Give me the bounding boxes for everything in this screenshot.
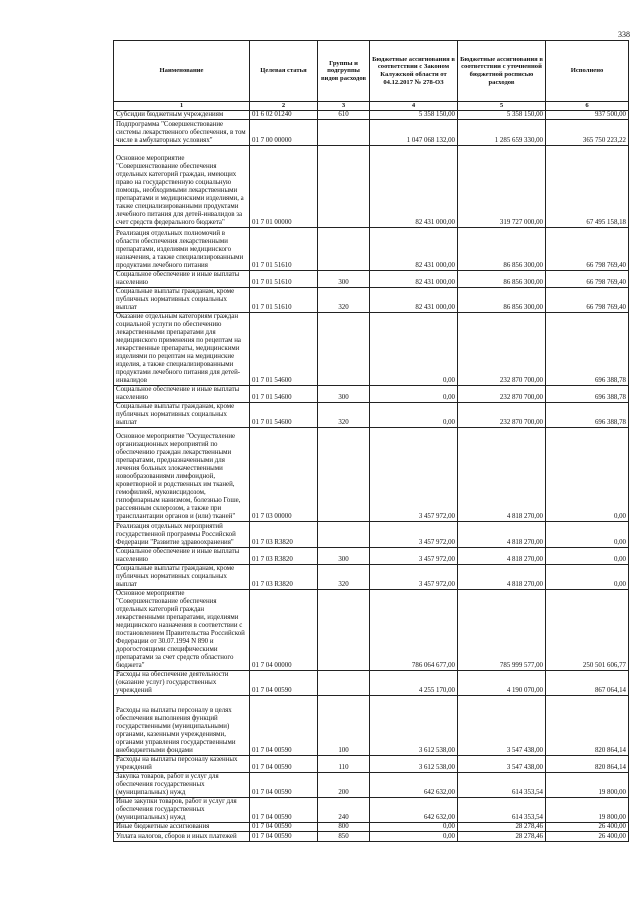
table-row [114,271,629,288]
cell-approved: 786 064 677,00 [370,590,458,671]
cell-group [318,313,370,386]
cell-executed: 0,00 [546,428,629,522]
table-row [114,756,629,773]
cell-executed: 820 864,14 [546,756,629,773]
cell-approved: 0,00 [370,832,458,842]
cell-revised: 28 278,46 [458,832,546,842]
cell-executed: 365 750 223,22 [546,120,629,146]
cell-revised: 5 358 150,00 [458,111,546,120]
cell-code: 01 7 03 00000 [250,428,318,522]
cell-group: 200 [318,773,370,798]
cell-code: 01 7 01 51610 [250,288,318,313]
cell-name: Подпрограмма "Совершенствование системы лекарственного обеспечения, в том числе в амбулаторных условиях" [114,120,250,146]
cell-approved: 0,00 [370,403,458,428]
table-row [114,798,629,823]
cell-executed: 696 388,78 [546,313,629,386]
cell-executed: 66 798 769,40 [546,271,629,288]
cell-group: 850 [318,832,370,842]
cell-name: Закупка товаров, работ и услуг для обеспечения государственных (муниципальных) нужд [114,773,250,798]
cell-revised: 86 856 300,00 [458,228,546,271]
cell-approved: 3 457 972,00 [370,428,458,522]
table-row [114,823,629,832]
cell-name: Социальные выплаты гражданам, кроме публичных нормативных социальных выплат [114,565,250,590]
cell-revised: 232 870 700,00 [458,386,546,403]
cell-approved: 1 047 068 132,00 [370,120,458,146]
cell-name: Реализация отдельных мероприятий государственной программы Российской Федерации "Развитие здравоохранения" [114,522,250,548]
cell-code: 01 7 03 R3820 [250,522,318,548]
cell-code: 01 7 04 00590 [250,696,318,756]
cell-code: 01 7 04 00590 [250,832,318,842]
cell-executed: 66 798 769,40 [546,288,629,313]
cell-approved: 4 255 170,00 [370,671,458,696]
cell-executed: 696 388,78 [546,386,629,403]
cell-name: Социальные выплаты гражданам, кроме публичных нормативных социальных выплат [114,403,250,428]
cell-revised: 785 999 577,00 [458,590,546,671]
cell-group: 100 [318,696,370,756]
cell-executed: 937 500,00 [546,111,629,120]
cell-executed: 66 798 769,40 [546,228,629,271]
cell-code: 01 7 01 00000 [250,146,318,228]
cell-name: Реализация отдельных полномочий в области обеспечения лекарственными препаратами, изделиями медицинского назначения, а также специализированными продуктами лечебного питания [114,228,250,271]
column-number: 6 [546,102,629,111]
cell-name: Социальное обеспечение и иные выплаты населению [114,386,250,403]
cell-group [318,228,370,271]
cell-revised: 319 727 000,00 [458,146,546,228]
cell-revised: 614 353,54 [458,798,546,823]
cell-revised: 232 870 700,00 [458,403,546,428]
table-row [114,522,629,548]
cell-revised: 1 285 659 330,00 [458,120,546,146]
cell-revised: 4 818 270,00 [458,548,546,565]
cell-group [318,428,370,522]
cell-group: 320 [318,403,370,428]
table-row [114,146,629,228]
cell-code: 01 7 01 54600 [250,313,318,386]
table-row [114,120,629,146]
header-row [114,41,629,102]
table-row [114,548,629,565]
header-code: Целевая статья [250,41,318,102]
cell-approved: 3 612 538,00 [370,696,458,756]
cell-name: Основное мероприятие "Совершенствование обеспечения отдельных категорий граждан, имеющих право на государственную социальную помощь, необходимыми лекарственными препаратами и медицинскими изделиями, а также специализированными продуктами лечебного питания для детей-инвалидов за счет средств федерального бюджета" [114,146,250,228]
column-number: 2 [250,102,318,111]
table-row [114,565,629,590]
header-group: Группы и подгруппы видов расходов [318,41,370,102]
cell-code: 01 7 01 51610 [250,228,318,271]
cell-code: 01 7 03 R3820 [250,565,318,590]
cell-group: 300 [318,548,370,565]
table-row [114,428,629,522]
cell-approved: 5 358 150,00 [370,111,458,120]
cell-approved: 0,00 [370,313,458,386]
cell-approved: 82 431 000,00 [370,146,458,228]
column-number: 3 [318,102,370,111]
cell-executed: 26 400,00 [546,823,629,832]
cell-group [318,590,370,671]
cell-executed: 67 495 158,18 [546,146,629,228]
budget-table [113,40,629,842]
page-number: 338 [618,30,630,39]
cell-code: 01 7 01 51610 [250,271,318,288]
table-row [114,288,629,313]
header-approved: Бюджетные ассигнования в соответствии с Законом Калужской области от 04.12.2017 № 278-ОЗ [370,41,458,102]
cell-name: Социальное обеспечение и иные выплаты населению [114,271,250,288]
cell-group: 800 [318,823,370,832]
cell-code: 01 7 03 R3820 [250,548,318,565]
cell-revised: 4 818 270,00 [458,428,546,522]
column-number: 4 [370,102,458,111]
cell-name: Расходы на выплаты персоналу казенных учреждений [114,756,250,773]
cell-approved: 3 457 972,00 [370,522,458,548]
cell-approved: 642 632,00 [370,773,458,798]
cell-executed: 0,00 [546,548,629,565]
cell-revised: 28 278,46 [458,823,546,832]
cell-approved: 0,00 [370,386,458,403]
cell-revised: 4 818 270,00 [458,565,546,590]
cell-revised: 4 818 270,00 [458,522,546,548]
cell-name: Субсидии бюджетным учреждениям [114,111,250,120]
table-row [114,228,629,271]
cell-group [318,146,370,228]
cell-group: 300 [318,386,370,403]
cell-executed: 26 400,00 [546,832,629,842]
cell-group [318,522,370,548]
table-row [114,696,629,756]
header-executed: Исполнено [546,41,629,102]
table-row [114,671,629,696]
cell-approved: 0,00 [370,823,458,832]
cell-revised: 614 353,54 [458,773,546,798]
cell-approved: 82 431 000,00 [370,271,458,288]
cell-executed: 696 388,78 [546,403,629,428]
table-row [114,832,629,842]
cell-revised: 3 547 438,00 [458,696,546,756]
cell-revised: 232 870 700,00 [458,313,546,386]
cell-group: 320 [318,288,370,313]
cell-group: 240 [318,798,370,823]
cell-code: 01 7 04 00590 [250,798,318,823]
cell-name: Основное мероприятие "Осуществление организационных мероприятий по обеспечению граждан лекарственными препаратами, предназначенными для лечения больных злокачественными новообразованиями лимфоидной, кроветворной и родственных им тканей, гемофилией, муковисцидозом, гипофизарным нанизмом, болезнью Гоше, рассеянным склерозом, а также при трансплантации органов и (или) тканей" [114,428,250,522]
cell-executed: 250 501 606,77 [546,590,629,671]
cell-name: Иные бюджетные ассигнования [114,823,250,832]
table-row [114,773,629,798]
column-number: 5 [458,102,546,111]
cell-code: 01 7 04 00000 [250,590,318,671]
cell-name: Социальные выплаты гражданам, кроме публичных нормативных социальных выплат [114,288,250,313]
cell-approved: 3 457 972,00 [370,565,458,590]
column-number-row [114,102,629,111]
cell-name: Основное мероприятие "Совершенствование обеспечения отдельных категорий граждан лекарственными препаратами, изделиями медицинского назначения в соответствии с постановлением Правительства Российской Федерации от 30.07.1994 N 890 и дорогостоящими специфическими препаратами за счет средств областного бюджета" [114,590,250,671]
cell-group: 300 [318,271,370,288]
cell-code: 01 7 01 54600 [250,403,318,428]
cell-name: Расходы на выплаты персоналу в целях обеспечения выполнения функций государственными (муниципальными) органами, казенными учреждениями, органами управления государственными внебюджетными фондами [114,696,250,756]
header-revised: Бюджетные ассигнования в соответствии с уточненной бюджетной росписью расходов [458,41,546,102]
cell-name: Иные закупки товаров, работ и услуг для обеспечения государственных (муниципальных) нужд [114,798,250,823]
cell-code: 01 7 00 00000 [250,120,318,146]
table-row [114,111,629,120]
cell-approved: 3 612 538,00 [370,756,458,773]
cell-revised: 86 856 300,00 [458,271,546,288]
cell-code: 01 7 04 00590 [250,773,318,798]
table-row [114,403,629,428]
cell-executed: 820 864,14 [546,696,629,756]
cell-group: 320 [318,565,370,590]
cell-name: Расходы на обеспечение деятельности (оказание услуг) государственных учреждений [114,671,250,696]
cell-executed: 0,00 [546,565,629,590]
cell-approved: 3 457 972,00 [370,548,458,565]
cell-code: 01 6 02 01240 [250,111,318,120]
header-name: Наименование [114,41,250,102]
cell-executed: 19 800,00 [546,798,629,823]
cell-group [318,671,370,696]
column-number: 1 [114,102,250,111]
cell-revised: 4 190 070,00 [458,671,546,696]
cell-executed: 19 800,00 [546,773,629,798]
cell-approved: 82 431 000,00 [370,228,458,271]
cell-executed: 867 064,14 [546,671,629,696]
cell-name: Социальное обеспечение и иные выплаты населению [114,548,250,565]
cell-code: 01 7 04 00590 [250,756,318,773]
table-row [114,590,629,671]
cell-group: 110 [318,756,370,773]
cell-executed: 0,00 [546,522,629,548]
cell-revised: 3 547 438,00 [458,756,546,773]
cell-approved: 82 431 000,00 [370,288,458,313]
cell-group [318,120,370,146]
cell-name: Оказание отдельным категориям граждан социальной услуги по обеспечению лекарственными препаратами для медицинского применения по рецептам на лекарственные препараты, медицинскими изделиями по рецептам на медицинские изделия, а также специализированными продуктами лечебного питания для детей-инвалидов [114,313,250,386]
cell-name: Уплата налогов, сборов и иных платежей [114,832,250,842]
cell-approved: 642 632,00 [370,798,458,823]
table-row [114,386,629,403]
cell-code: 01 7 04 00590 [250,823,318,832]
cell-code: 01 7 04 00590 [250,671,318,696]
cell-revised: 86 856 300,00 [458,288,546,313]
cell-code: 01 7 01 54600 [250,386,318,403]
table-body [114,111,629,842]
table-row [114,313,629,386]
cell-group: 610 [318,111,370,120]
